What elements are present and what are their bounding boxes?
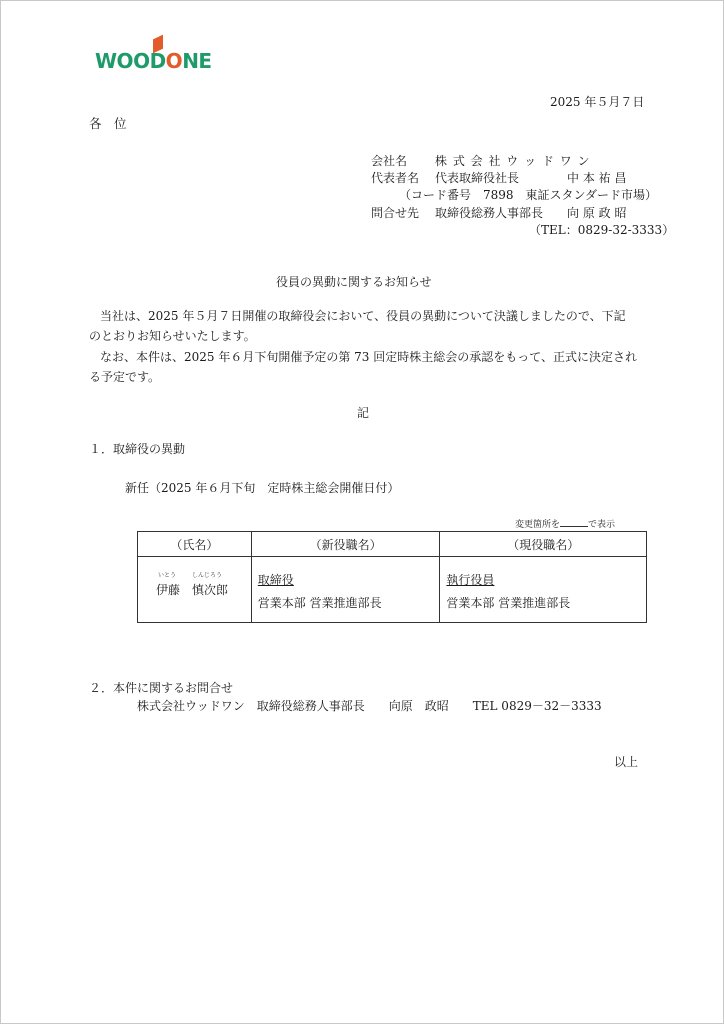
table-header-row — [138, 532, 647, 557]
header-new-title: （新役職名） — [251, 532, 440, 557]
officer-name: 伊藤 慎次郎 — [156, 583, 229, 597]
company-label: 会社名 — [371, 154, 408, 168]
section1-heading: １．取締役の異動 — [89, 442, 186, 456]
contact-tel: （TEL：0829-32-3333） — [529, 223, 675, 237]
addressee: 各 位 — [89, 116, 127, 131]
name-cell — [138, 557, 252, 623]
body-paragraph-2-line-1: なお、本件は、2025 年６月下旬開催予定の第 73 回定時株主総会の承認をもって、正式に決定され — [100, 350, 638, 364]
woodone-logo — [95, 37, 212, 73]
document-title: 役員の異動に関するお知らせ — [276, 275, 432, 289]
stock-code: （コード番号 7898 東証スタンダード市場） — [399, 188, 658, 202]
current-department: 営業本部 営業推進部長 — [446, 596, 571, 610]
new-department: 営業本部 営業推進部長 — [257, 596, 382, 610]
ruby-given-name: しんじろう — [192, 572, 223, 579]
inquiry-contact: 株式会社ウッドワン 取締役総務人事部長 向原 政昭 TEL 0829－32－3333 — [137, 699, 602, 713]
section2-heading: ２．本件に関するお問合せ — [89, 681, 234, 695]
table-row — [138, 557, 647, 623]
underline-sample — [560, 518, 588, 527]
body-paragraph-1-line-2: のとおりお知らせいたします。 — [89, 329, 256, 343]
closing-mark: 以上 — [614, 755, 639, 769]
ki-mark: 記 — [357, 406, 370, 420]
body-paragraph-1-line-1: 当社は、2025 年５月７日開催の取締役会において、役員の異動について決議しましたので、下記 — [100, 309, 626, 323]
new-title: 取締役 — [257, 573, 294, 587]
representative-label: 代表者名 — [371, 171, 420, 185]
change-note: 変更箇所を で表示 — [515, 520, 616, 530]
representative-name: 代表取締役社長 中 本 祐 昌 — [435, 171, 627, 185]
officer-change-table — [137, 531, 647, 623]
contact-person: 取締役総務人事部長 向 原 政 昭 — [435, 206, 627, 220]
company-name: 株 式 会 社 ウ ッ ド ワ ン — [435, 154, 591, 168]
body-paragraph-2-line-2: る予定です。 — [89, 370, 161, 384]
header-name: （氏名） — [138, 532, 252, 557]
current-title-cell — [440, 557, 647, 623]
new-title-cell — [251, 557, 440, 623]
document-date: 2025 年５月７日 — [550, 95, 645, 109]
current-title: 執行役員 — [446, 573, 495, 587]
contact-label: 問合せ先 — [371, 206, 420, 220]
section1-subheading: 新任（2025 年６月下旬 定時株主総会開催日付） — [125, 481, 400, 495]
ruby-family-name: いとう — [158, 572, 177, 579]
header-current-title: （現役職名） — [440, 532, 647, 557]
logo-text: WOODONE — [95, 49, 212, 73]
